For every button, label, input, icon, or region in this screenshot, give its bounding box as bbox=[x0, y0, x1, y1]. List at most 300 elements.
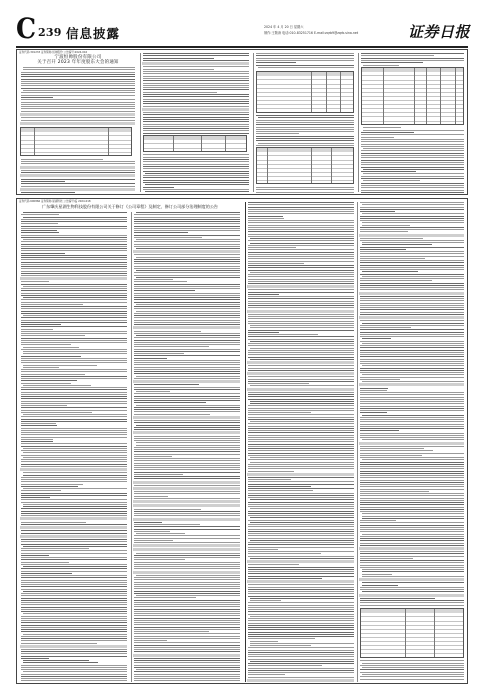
text-line bbox=[360, 347, 465, 348]
text-line bbox=[250, 325, 354, 326]
text-line bbox=[134, 627, 241, 628]
text-line bbox=[248, 591, 355, 592]
text-line bbox=[256, 136, 355, 137]
text-line bbox=[248, 202, 355, 203]
text-line bbox=[361, 60, 465, 61]
text-line bbox=[134, 393, 241, 394]
text-line bbox=[21, 293, 128, 294]
text-line bbox=[134, 577, 241, 578]
text-line bbox=[134, 600, 241, 601]
text-line bbox=[21, 104, 136, 105]
text-line bbox=[134, 284, 241, 285]
text-line bbox=[361, 132, 415, 133]
text-line bbox=[248, 207, 355, 208]
text-line bbox=[136, 257, 240, 258]
text-line bbox=[21, 374, 85, 375]
text-line bbox=[248, 211, 355, 212]
section-heading-band bbox=[247, 580, 354, 583]
section-heading-band bbox=[20, 113, 135, 116]
text-line bbox=[361, 178, 465, 179]
text-line bbox=[21, 586, 128, 587]
text-line bbox=[134, 458, 241, 459]
text-line bbox=[360, 207, 465, 208]
text-line bbox=[21, 629, 128, 630]
text-line bbox=[248, 549, 279, 550]
table-column-divider bbox=[225, 136, 226, 151]
text-line bbox=[250, 600, 281, 601]
text-line bbox=[360, 307, 465, 308]
table-column-divider bbox=[440, 68, 441, 124]
text-line bbox=[136, 239, 240, 240]
text-line bbox=[248, 650, 355, 651]
text-line bbox=[248, 627, 355, 628]
bottom-column-3 bbox=[245, 202, 356, 682]
text-line bbox=[258, 143, 354, 144]
text-line bbox=[248, 638, 315, 639]
text-line bbox=[21, 622, 128, 623]
text-line bbox=[360, 412, 388, 413]
text-line bbox=[21, 329, 54, 330]
text-line bbox=[21, 241, 128, 242]
text-line bbox=[362, 591, 464, 592]
text-line bbox=[360, 267, 465, 268]
text-line bbox=[248, 231, 355, 232]
section-heading-band bbox=[20, 526, 127, 529]
text-line bbox=[256, 124, 355, 125]
text-line bbox=[360, 502, 465, 503]
text-line bbox=[134, 371, 241, 372]
text-line bbox=[360, 289, 465, 290]
text-line bbox=[134, 411, 241, 412]
text-line bbox=[360, 209, 465, 210]
text-line bbox=[21, 443, 128, 444]
text-line bbox=[21, 275, 128, 276]
text-line bbox=[360, 390, 388, 391]
section-heading-band bbox=[133, 250, 240, 253]
text-line bbox=[134, 540, 173, 541]
data-table bbox=[20, 127, 132, 156]
text-line bbox=[248, 428, 355, 429]
text-line bbox=[21, 266, 128, 267]
text-line bbox=[256, 58, 355, 59]
text-line bbox=[248, 587, 355, 588]
text-line bbox=[21, 539, 128, 540]
text-line bbox=[360, 511, 465, 512]
text-line bbox=[21, 515, 128, 516]
text-line bbox=[360, 536, 465, 537]
text-line bbox=[21, 479, 128, 480]
text-line bbox=[248, 636, 355, 637]
text-line bbox=[21, 111, 136, 112]
text-line bbox=[134, 522, 163, 523]
data-table bbox=[361, 67, 464, 125]
text-line bbox=[360, 401, 465, 402]
text-line bbox=[363, 180, 420, 181]
text-line bbox=[248, 497, 355, 498]
text-line bbox=[248, 571, 355, 572]
text-line bbox=[21, 320, 128, 321]
text-line bbox=[360, 679, 465, 680]
text-line bbox=[134, 369, 241, 370]
text-line bbox=[143, 171, 250, 172]
text-line bbox=[21, 223, 59, 224]
text-line bbox=[21, 434, 128, 435]
text-line bbox=[134, 515, 241, 516]
text-line bbox=[134, 671, 241, 672]
text-line bbox=[250, 499, 354, 500]
text-line bbox=[360, 265, 465, 266]
text-line bbox=[362, 323, 464, 324]
table-header-row bbox=[21, 128, 131, 132]
text-line bbox=[23, 506, 127, 507]
text-line bbox=[248, 652, 355, 653]
text-line bbox=[361, 164, 465, 165]
text-line bbox=[136, 391, 170, 392]
text-line bbox=[134, 568, 241, 569]
text-line bbox=[360, 665, 465, 666]
table-column-divider bbox=[405, 609, 406, 657]
section-heading-band bbox=[247, 285, 354, 288]
text-line bbox=[21, 83, 136, 84]
text-line bbox=[134, 676, 241, 677]
table-column-divider bbox=[108, 128, 109, 155]
text-line bbox=[21, 362, 128, 363]
text-line bbox=[248, 227, 355, 228]
text-line bbox=[256, 120, 355, 121]
text-line bbox=[360, 562, 465, 563]
top-column-1 bbox=[19, 67, 137, 192]
text-line bbox=[134, 396, 241, 397]
text-line bbox=[21, 232, 60, 233]
section-heading-band bbox=[133, 571, 240, 574]
text-line bbox=[21, 481, 128, 482]
text-line bbox=[248, 305, 355, 306]
bottom-column-1 bbox=[19, 212, 129, 682]
stock-code-line-2: 证券代码:600866 证券简称:星湖科技 公告编号:临 2024-018 bbox=[19, 200, 91, 203]
table-column-divider bbox=[340, 72, 341, 112]
text-line bbox=[248, 531, 355, 532]
text-line bbox=[134, 246, 241, 247]
text-line bbox=[21, 161, 136, 162]
text-line bbox=[250, 403, 354, 404]
text-line bbox=[360, 448, 425, 449]
text-line bbox=[250, 243, 354, 244]
text-line bbox=[134, 230, 241, 231]
text-line bbox=[360, 309, 465, 310]
text-line bbox=[360, 253, 465, 254]
text-line bbox=[21, 658, 50, 659]
text-line bbox=[134, 658, 241, 659]
text-line bbox=[360, 672, 465, 673]
text-line bbox=[134, 237, 202, 238]
text-line bbox=[248, 506, 355, 507]
text-line bbox=[248, 263, 305, 264]
text-line bbox=[248, 426, 355, 427]
text-line bbox=[21, 584, 128, 585]
text-line bbox=[360, 312, 465, 313]
text-line bbox=[21, 607, 128, 608]
text-line bbox=[248, 435, 355, 436]
text-line bbox=[21, 412, 93, 413]
text-line bbox=[134, 275, 241, 276]
text-line bbox=[360, 303, 465, 304]
text-line bbox=[360, 433, 465, 434]
section-heading-band bbox=[20, 188, 135, 191]
text-line bbox=[21, 295, 128, 296]
text-line bbox=[360, 430, 400, 431]
text-line bbox=[360, 495, 465, 496]
text-line bbox=[21, 356, 82, 357]
text-line bbox=[23, 475, 127, 476]
text-line bbox=[21, 544, 128, 545]
text-line bbox=[248, 252, 355, 253]
text-line bbox=[21, 179, 136, 180]
text-line bbox=[361, 153, 465, 154]
text-line bbox=[362, 576, 464, 577]
text-line bbox=[360, 545, 465, 546]
text-line bbox=[248, 542, 355, 543]
text-line bbox=[136, 335, 240, 336]
section-heading-band bbox=[133, 504, 240, 507]
text-line bbox=[360, 504, 465, 505]
section-heading-band bbox=[133, 500, 240, 503]
text-line bbox=[23, 353, 127, 354]
text-line bbox=[248, 471, 295, 472]
text-line bbox=[248, 468, 355, 469]
table-column-divider bbox=[326, 72, 327, 112]
text-line bbox=[21, 669, 128, 670]
text-line bbox=[134, 613, 241, 614]
text-line bbox=[21, 311, 128, 312]
text-line bbox=[134, 478, 241, 479]
text-line bbox=[21, 568, 128, 569]
text-line bbox=[360, 352, 465, 353]
text-line bbox=[136, 405, 240, 406]
text-line bbox=[256, 140, 355, 141]
text-line bbox=[362, 459, 464, 460]
text-line bbox=[134, 604, 241, 605]
text-line bbox=[248, 357, 355, 358]
text-line bbox=[360, 567, 465, 568]
text-line bbox=[134, 223, 241, 224]
text-line bbox=[248, 529, 355, 530]
text-line bbox=[21, 416, 128, 417]
text-line bbox=[360, 531, 465, 532]
table-column-divider bbox=[434, 609, 435, 657]
text-line bbox=[248, 318, 355, 319]
text-line bbox=[134, 440, 241, 441]
text-line bbox=[362, 513, 464, 514]
text-line bbox=[21, 533, 128, 534]
text-line bbox=[21, 192, 76, 193]
text-line bbox=[361, 58, 465, 59]
text-line bbox=[360, 229, 465, 230]
text-line bbox=[363, 127, 401, 128]
text-line bbox=[248, 656, 355, 657]
text-line bbox=[134, 588, 241, 589]
text-line bbox=[134, 322, 241, 323]
text-line bbox=[360, 551, 465, 552]
text-line bbox=[248, 225, 355, 226]
text-line bbox=[21, 230, 57, 231]
text-line bbox=[21, 172, 136, 173]
text-line bbox=[360, 500, 465, 501]
section-heading-band bbox=[133, 481, 240, 484]
text-line bbox=[360, 484, 465, 485]
text-line bbox=[143, 94, 250, 95]
text-line bbox=[362, 225, 410, 226]
text-line bbox=[21, 589, 128, 590]
text-line bbox=[248, 614, 355, 615]
text-line bbox=[248, 607, 355, 608]
top-announcement-block bbox=[16, 49, 468, 195]
text-line bbox=[248, 289, 355, 290]
data-table bbox=[256, 147, 354, 184]
text-line bbox=[248, 504, 355, 505]
text-line bbox=[143, 66, 250, 67]
text-line bbox=[21, 651, 128, 652]
text-line bbox=[143, 60, 250, 61]
text-line bbox=[134, 642, 241, 643]
text-line bbox=[134, 645, 241, 646]
text-line bbox=[21, 304, 84, 305]
text-line bbox=[143, 180, 250, 181]
text-line bbox=[21, 74, 136, 75]
text-line bbox=[248, 488, 355, 489]
text-line bbox=[248, 535, 355, 536]
text-line bbox=[362, 569, 464, 570]
text-line bbox=[21, 464, 128, 465]
text-line bbox=[21, 97, 53, 98]
text-line bbox=[23, 472, 127, 473]
text-line bbox=[134, 582, 241, 583]
text-line bbox=[248, 410, 355, 411]
text-line bbox=[23, 414, 127, 415]
text-line bbox=[21, 264, 128, 265]
text-line bbox=[360, 676, 465, 677]
text-line bbox=[134, 584, 241, 585]
text-line bbox=[21, 308, 128, 309]
text-line bbox=[23, 67, 135, 68]
text-line bbox=[248, 209, 355, 210]
text-line bbox=[248, 659, 355, 660]
text-line bbox=[21, 183, 136, 184]
text-line bbox=[248, 222, 355, 223]
text-line bbox=[248, 376, 355, 377]
text-line bbox=[23, 385, 91, 386]
text-line bbox=[134, 324, 241, 325]
text-line bbox=[248, 538, 355, 539]
text-line bbox=[134, 261, 241, 262]
text-line bbox=[248, 383, 310, 384]
text-line bbox=[136, 553, 240, 554]
text-line bbox=[21, 522, 87, 523]
text-line bbox=[134, 378, 241, 379]
data-table bbox=[360, 608, 464, 658]
data-table bbox=[256, 71, 354, 113]
text-line bbox=[248, 321, 355, 322]
text-line bbox=[248, 381, 355, 382]
text-line bbox=[145, 191, 249, 192]
text-line bbox=[250, 401, 354, 402]
text-line bbox=[362, 415, 464, 416]
section-letter: C bbox=[16, 12, 37, 45]
text-line bbox=[250, 641, 278, 642]
text-line bbox=[21, 550, 128, 551]
text-line bbox=[21, 371, 128, 372]
text-line bbox=[21, 170, 136, 171]
text-line bbox=[360, 543, 465, 544]
text-line bbox=[143, 182, 250, 183]
text-line bbox=[21, 253, 66, 254]
text-line bbox=[248, 247, 297, 248]
text-line bbox=[134, 469, 241, 470]
text-line bbox=[248, 220, 355, 221]
text-line bbox=[143, 130, 250, 131]
text-line bbox=[360, 379, 401, 380]
section-heading-band bbox=[133, 326, 240, 329]
text-line bbox=[248, 466, 355, 467]
text-line bbox=[360, 450, 433, 451]
text-line bbox=[248, 396, 355, 397]
text-line bbox=[361, 62, 424, 63]
text-line bbox=[134, 313, 241, 314]
text-line bbox=[134, 387, 241, 388]
text-line bbox=[134, 564, 241, 565]
section-heading-band bbox=[133, 487, 240, 490]
text-line bbox=[360, 356, 465, 357]
text-line bbox=[21, 611, 128, 612]
text-line bbox=[360, 538, 465, 539]
text-line bbox=[248, 345, 355, 346]
text-line bbox=[248, 334, 318, 335]
text-line bbox=[23, 448, 127, 449]
text-line bbox=[21, 541, 128, 542]
text-line bbox=[21, 618, 128, 619]
top-left-company: 宁波恒帅股份有限公司 bbox=[54, 55, 102, 60]
text-line bbox=[134, 317, 241, 318]
text-line bbox=[21, 582, 128, 583]
text-line bbox=[248, 423, 355, 424]
text-line bbox=[134, 344, 241, 345]
section-heading-band bbox=[133, 380, 240, 383]
text-line bbox=[134, 295, 241, 296]
text-line bbox=[23, 90, 135, 91]
text-line bbox=[361, 139, 465, 140]
text-line bbox=[21, 593, 128, 594]
text-line bbox=[23, 546, 127, 547]
text-line bbox=[23, 660, 89, 661]
text-line bbox=[21, 358, 128, 359]
text-line bbox=[360, 359, 465, 360]
text-line bbox=[248, 261, 355, 262]
text-line bbox=[360, 426, 465, 427]
text-line bbox=[21, 484, 83, 485]
text-line bbox=[21, 76, 136, 77]
top-column-2 bbox=[140, 53, 251, 192]
text-line bbox=[21, 235, 128, 236]
text-line bbox=[248, 513, 355, 514]
text-line bbox=[143, 124, 250, 125]
text-line bbox=[21, 401, 128, 402]
text-line bbox=[134, 496, 168, 497]
text-line bbox=[362, 242, 464, 243]
text-line bbox=[136, 575, 240, 576]
text-line bbox=[23, 634, 127, 635]
text-line bbox=[248, 490, 314, 491]
text-line bbox=[248, 623, 355, 624]
text-line bbox=[134, 593, 241, 594]
